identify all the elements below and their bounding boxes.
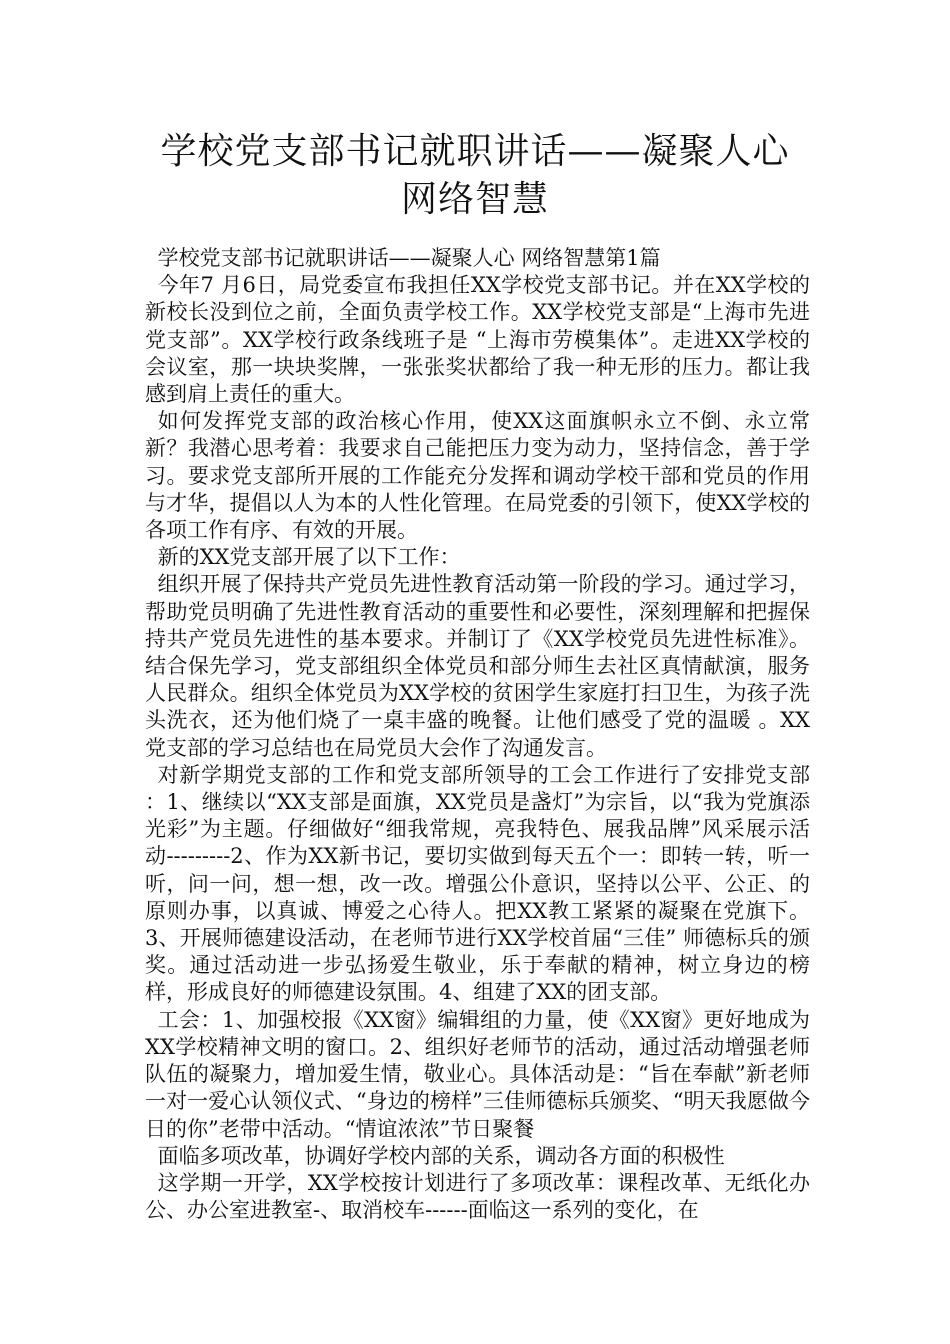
paragraph: 如何发挥党支部的政治核心作用，使XX这面旗帜永立不倒、永立常新？我潜心思考着：我要求自己能把压力变为动力，坚持信念，善于学习。要求党支部所开展的工作能充分发挥和调动学校干部和党员的作用与才华，提倡以人为本的人性化管理。在局党委的引领下，使XX学校的各项工作有序、有效的开展。	[145, 409, 810, 543]
paragraph: 今年7 月6日，局党委宣布我担任XX学校党支部书记。并在XX学校的新校长没到位之前，全面负责学校工作。XX学校党支部是“上海市先进党支部”。XX学校行政条线班子是 “上海市劳模集体”。走进XX学校的会议室，那一块块奖牌，一张张奖状都给了我一种无形的压力。都让我感到肩上责任的重大。	[145, 273, 810, 407]
paragraph: 对新学期党支部的工作和党支部所领导的工会工作进行了安排党支部 ：1、继续以“XX支部是面旗，XX党员是盏灯”为宗旨，以“我为党旗添光彩”为主题。仔细做好“细我常规，亮我特色、展我品牌”风采展示活动---------2、作为XX新书记，要切实做到每天五个一：即转一转，听一听，问一问，想一想，改一改。增强公仆意识，坚持以公平、公正、的原则办事，以真诚、博爱之心待人。把XX教工紧紧的凝聚在党旗下。3、开展师德建设活动，在老师节进行XX学校首届“三佳” 师德标兵的颁奖。通过活动进一步弘扬爱生敬业，乐于奉献的精神，树立身边的榜样，形成良好的师德建设氛围。4、组建了XX的团支部。	[145, 762, 810, 1005]
paragraph: 这学期一开学，XX学校按计划进行了多项改革：课程改革、无纸化办公、办公室进教室-、取消校车------面临这一系列的变化，在	[145, 1170, 810, 1223]
document-title: 学校党支部书记就职讲话——凝聚人心 网络智慧	[160, 131, 790, 220]
document-body	[145, 245, 810, 1224]
paragraph: 新的XX党支部开展了以下工作：	[157, 545, 461, 570]
paragraph-subtitle: 学校党支部书记就职讲话——凝聚人心 网络智慧第1篇	[157, 246, 661, 270]
paragraph: 面临多项改革，协调好学校内部的关系，调动各方面的积极性	[157, 1143, 725, 1168]
paragraph: 工会：1、加强校报《XX窗》编辑组的力量，使《XX窗》更好地成为XX学校精神文明的窗口。2、组织好老师节的活动，通过活动增强老师队伍的凝聚力，增加爱生情，敬业心。具体活动是：“旨在奉献”新老师一对一爱心认领仪式、“身边的榜样”三佳师德标兵颁奖、“明天我愿做今日的你”老带中活动。“情谊浓浓”节日聚餐	[145, 1007, 810, 1141]
paragraph: 组织开展了保持共产党员先进性教育活动第一阶段的学习。通过学习，帮助党员明确了先进性教育活动的重要性和必要性，深刻理解和把握保持共产党员先进性的基本要求。并制订了《XX学校党员先进性标准》。结合保先学习，党支部组织全体党员和部分师生去社区真情献演，服务人民群众。组织全体党员为XX学校的贫困学生家庭打扫卫生，为孩子洗头洗衣，还为他们烧了一桌丰盛的晚餐。让他们感受了党的温暖 。XX党支部的学习总结也在局党员大会作了沟通发言。	[145, 572, 810, 760]
